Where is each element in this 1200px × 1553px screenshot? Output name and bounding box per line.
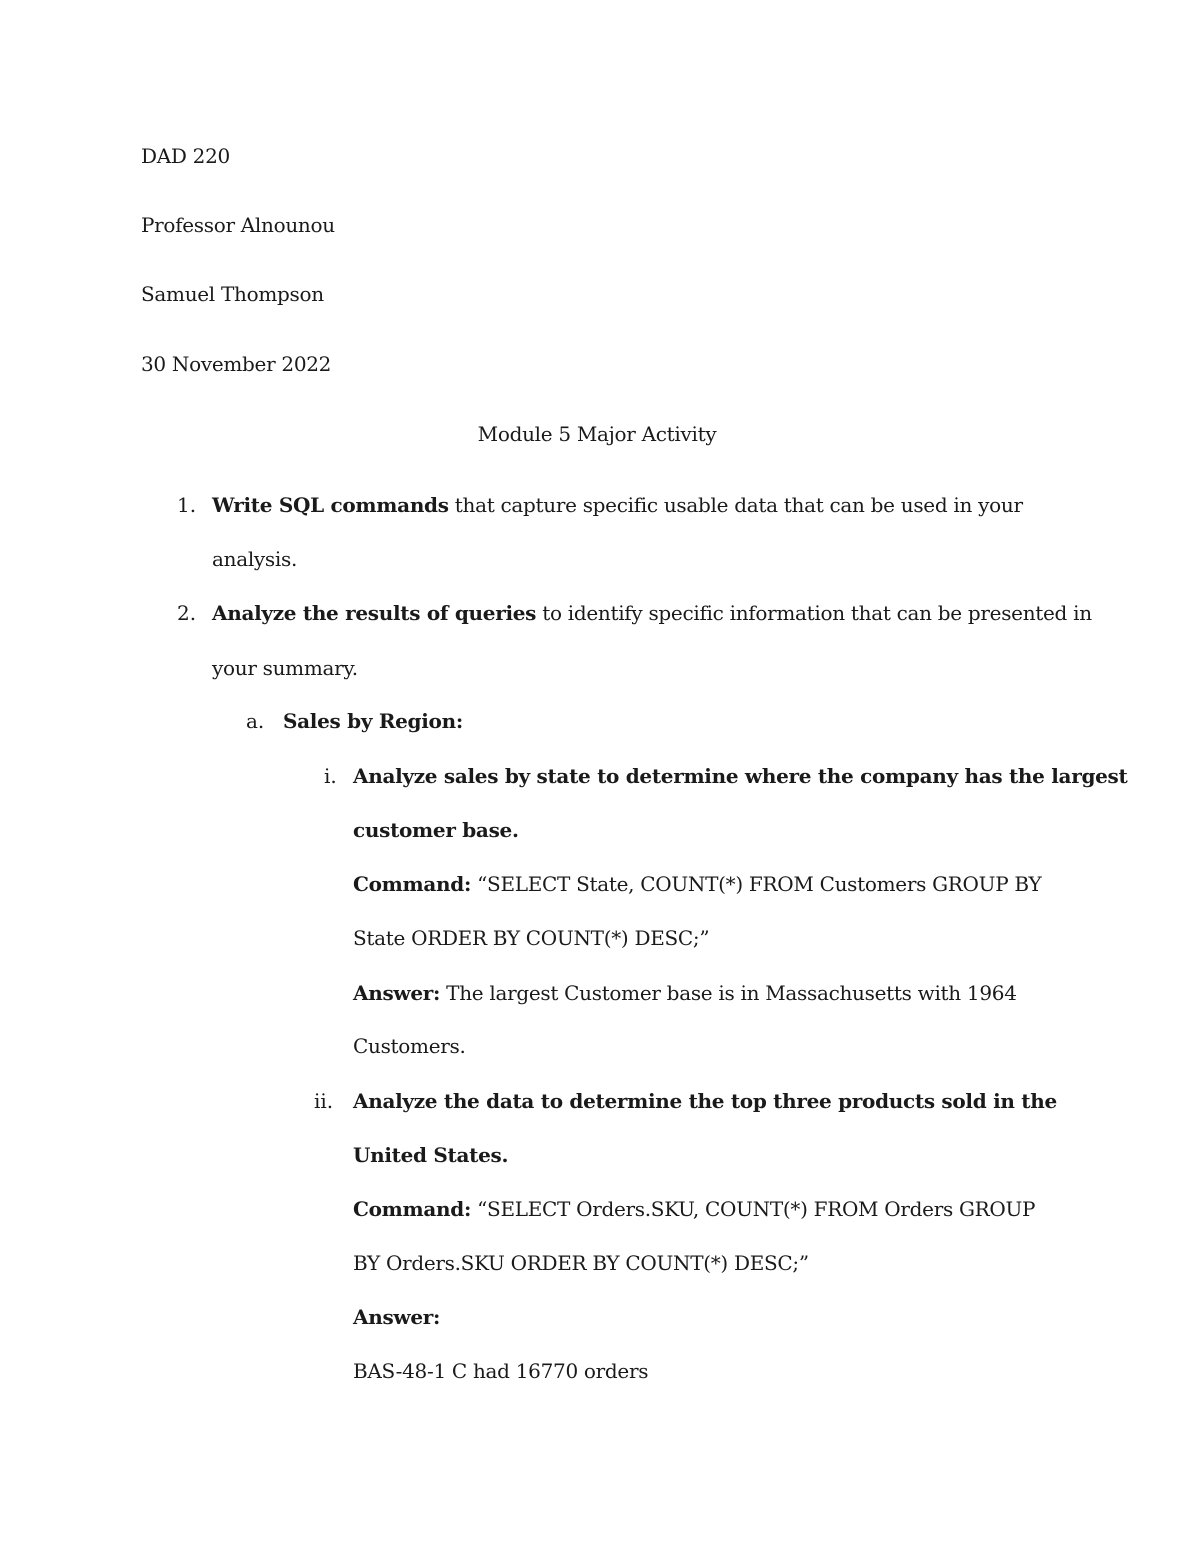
list-item-2-line2: your summary. <box>212 656 358 680</box>
sub-ii-command-line1 <box>353 1195 1035 1223</box>
sub-i-command-text: “SELECT State, COUNT(*) FROM Customers GROUP BY <box>471 872 1042 896</box>
sub-ii-heading-line2 <box>353 1141 508 1169</box>
sub-i-answer-line1 <box>353 979 1017 1007</box>
list-marker-1: 1. <box>177 493 197 517</box>
sublist-marker-ii: ii. <box>314 1089 334 1113</box>
professor-name: Professor Alnounou <box>141 213 335 237</box>
sub-i-answer-line2: Customers. <box>353 1034 466 1058</box>
list-item-2-text: to identify specific information that can be presented in <box>536 601 1092 625</box>
list-item-2-bold: Analyze the results of queries <box>212 601 537 625</box>
sub-i-command-line2: State ORDER BY COUNT(*) DESC;” <box>353 926 710 950</box>
sub-i-heading-text: Analyze sales by state to determine where the company has the largest <box>353 764 1128 788</box>
list-item-1-text: that capture specific usable data that can be used in your <box>448 493 1023 517</box>
sublist-marker-a: a. <box>246 709 265 733</box>
sub-ii-heading-text: Analyze the data to determine the top three products sold in the <box>353 1089 1057 1113</box>
sub-ii-answer-line1: BAS-48-1 C had 16770 orders <box>353 1359 649 1383</box>
sub-i-heading-line2 <box>353 816 519 844</box>
list-item-1-line2: analysis. <box>212 547 298 571</box>
sub-i-command-line1 <box>353 870 1041 898</box>
list-item-1-line1 <box>212 491 1023 519</box>
sales-by-region-heading: Sales by Region: <box>283 709 463 733</box>
sub-ii-heading-text2: United States. <box>353 1143 509 1167</box>
sublist-marker-i: i. <box>324 764 337 788</box>
list-item-1-bold: Write SQL commands <box>212 493 449 517</box>
list-marker-2: 2. <box>177 601 197 625</box>
sub-ii-command-label: Command: <box>353 1197 472 1221</box>
course-code: DAD 220 <box>141 144 230 168</box>
sub-i-heading-text2: customer base. <box>353 818 519 842</box>
document-title: Module 5 Major Activity <box>477 422 717 446</box>
document-date: 30 November 2022 <box>141 352 332 376</box>
sub-i-command-label: Command: <box>353 872 472 896</box>
sub-ii-command-text: “SELECT Orders.SKU, COUNT(*) FROM Orders GROUP <box>471 1197 1036 1221</box>
sub-ii-answer-label-line <box>353 1303 440 1331</box>
sub-ii-answer-label: Answer: <box>353 1305 441 1329</box>
student-name: Samuel Thompson <box>141 282 324 306</box>
sub-ii-heading-line1 <box>353 1087 1057 1115</box>
sub-i-answer-label: Answer: <box>353 981 441 1005</box>
sub-i-heading-line1 <box>353 762 1127 790</box>
sublist-a-label <box>283 707 463 735</box>
sub-i-answer-text: The largest Customer base is in Massachusetts with 1964 <box>440 981 1017 1005</box>
list-item-2-line1 <box>212 599 1092 627</box>
sub-ii-command-line2: BY Orders.SKU ORDER BY COUNT(*) DESC;” <box>353 1251 809 1275</box>
